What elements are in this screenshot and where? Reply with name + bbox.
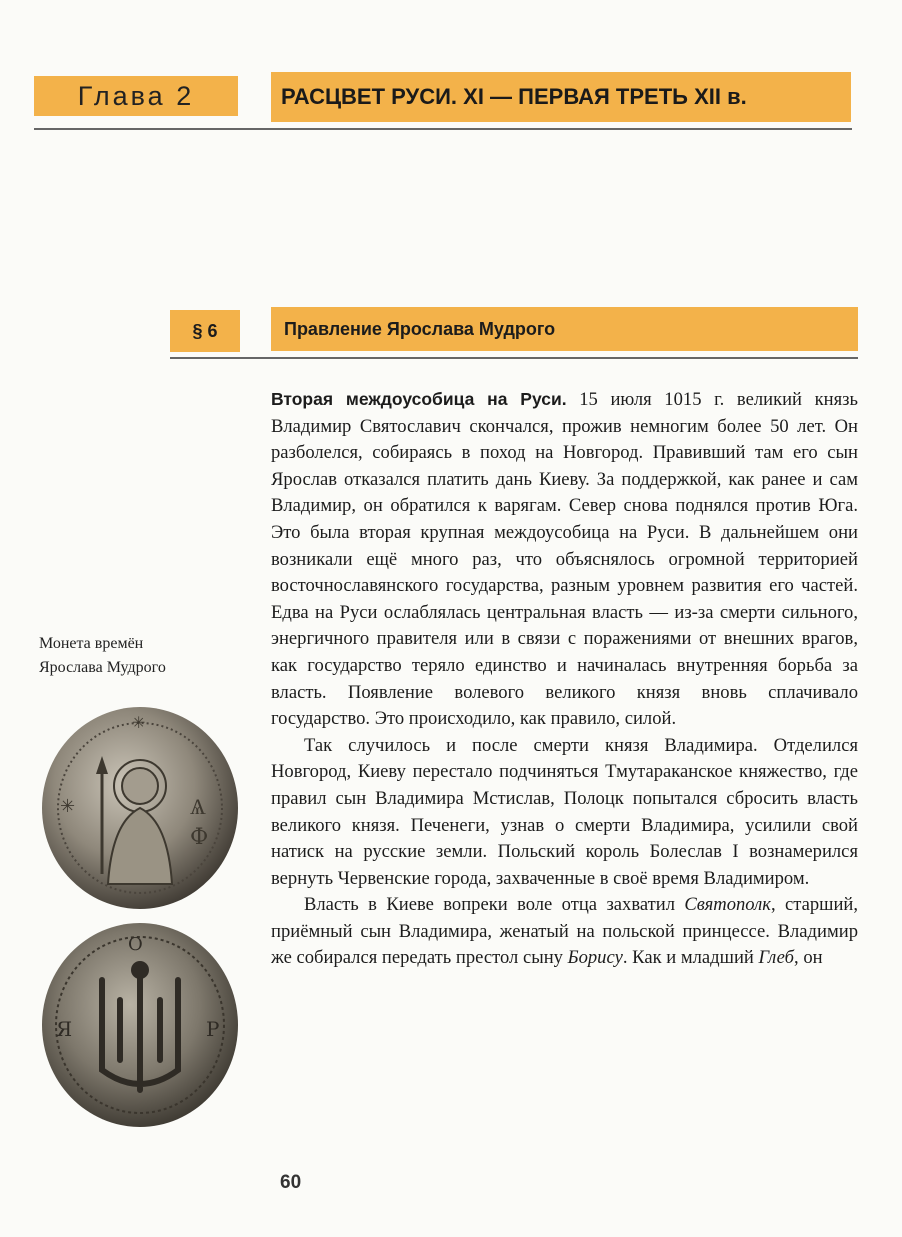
paragraph-3-text-a: Власть в Киеве вопреки воле отца захватил <box>304 894 685 916</box>
chapter-label: Глава 2 <box>77 80 195 111</box>
svg-text:Р: Р <box>206 1017 220 1041</box>
page-number: 60 <box>280 1172 302 1193</box>
caption-line-1: Монета времён <box>39 635 144 652</box>
paragraph-3-text-d: , он <box>794 947 823 969</box>
svg-text:✳: ✳ <box>60 796 76 817</box>
svg-text:Я: Я <box>56 1017 73 1041</box>
svg-text:Ф: Ф <box>190 825 209 850</box>
coin-obverse-image <box>40 704 240 912</box>
caption-line-2: Ярослава Мудрого <box>39 659 166 676</box>
coin-reverse-image <box>40 920 240 1130</box>
paragraph-3-text-b: , старший, приёмный сын Владимира, женатый на польской принцессе. Владимир же собирался передать престол сыну <box>271 894 858 969</box>
section-title: Правление Ярослава Мудрого <box>284 318 556 339</box>
paragraph-3 <box>271 892 858 972</box>
figure-caption <box>39 632 239 680</box>
paragraph-1-text: 15 июля 1015 г. великий князь Владимир Святославич скончался, прожив немногим более 50 лет. Он разболелся, собираясь в поход на Новгород. Правивший там его сын Ярослав отказался платить дань Киеву. За поддержкой, как ранее и сам Владимир, он обратился к варягам. Север снова поднялся против Юга. Это была вторая крупная междоусобица на Руси. В дальнейшем они возникали ещё много раз, что объяснялось огромной территорией восточнославянского государства, разным уровнем развития его частей. Едва на Руси ослаблялась центральная власть — из-за смерти сильного, энергичного правителя или в связи с поражениями от внешних врагов, как государство теряло единство и начиналась внутренняя борьба за власть. Появление волевого великого князя вновь сплачивало государство. Это происходило, как правило, силой. <box>271 389 858 730</box>
chapter-rule <box>34 128 852 130</box>
svg-text:Ѧ: Ѧ <box>190 795 206 820</box>
chapter-title: РАСЦВЕТ РУСИ. XI — ПЕРВАЯ ТРЕТЬ XII в. <box>281 84 747 109</box>
paragraph-1 <box>271 386 858 733</box>
svg-text:О: О <box>128 934 143 955</box>
svg-text:✳: ✳ <box>132 713 146 732</box>
paragraph-2: Так случилось и после смерти князя Владимира. Отделился Новгород, Киеву перестало подчиняться Тмутараканское княжество, где правил сын Владимира Мстислав, Полоцк попытался сбросить власть великого князя. Печенеги, узнав о смерти Владимира, усилили свой натиск на русские земли. Польский король Болеслав I вознамерился вернуть Червенские города, захваченные в своё время Владимиром. <box>271 734 858 889</box>
section-number: § 6 <box>192 320 218 341</box>
body-text <box>271 386 858 972</box>
paragraph-3-text-c: . Как и младший <box>622 947 759 969</box>
section-rule <box>170 357 858 359</box>
name-boris: Борису <box>567 947 623 969</box>
name-gleb: Глеб <box>758 947 795 969</box>
name-svyatopolk: Святополк <box>684 894 771 916</box>
paragraph-heading: Вторая междоусобица на Руси. <box>271 389 567 409</box>
